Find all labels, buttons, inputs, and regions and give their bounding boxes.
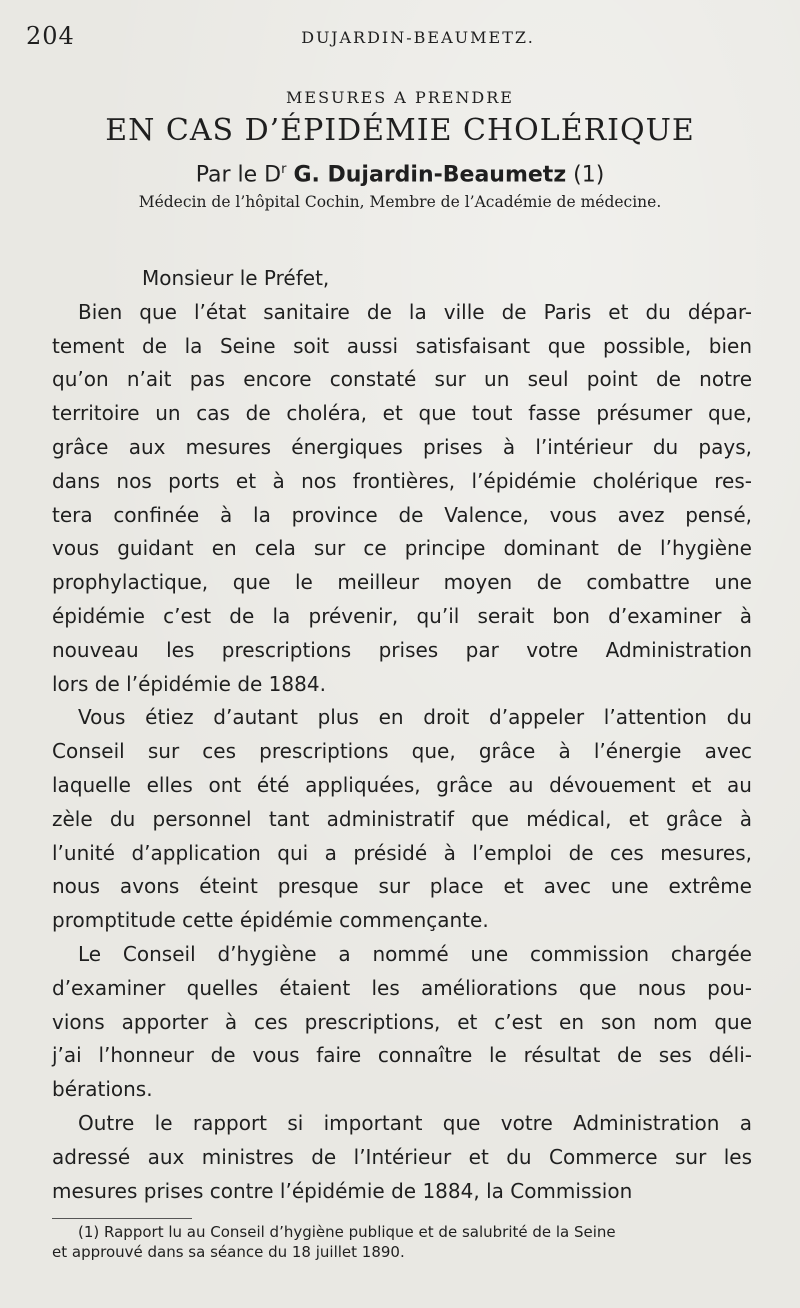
byline <box>40 162 760 187</box>
text-line: Conseil sur ces prescriptions que, grâce à l’énergie avec <box>52 739 752 764</box>
text-line: Le Conseil d’hygiène a nommé une commission chargée <box>78 941 752 966</box>
text-line: nous avons éteint presque sur place et avec une extrême <box>52 874 752 899</box>
text-line: vions apporter à ces prescriptions, et c’est en son nom que <box>52 1009 752 1034</box>
paragraphs <box>52 296 752 1209</box>
text-line: promptitude cette épidémie commençante. <box>52 908 489 933</box>
page-number: 204 <box>26 22 75 50</box>
salutation: Monsieur le Préfet, <box>142 266 330 290</box>
byline-prefix: Par le D <box>195 162 282 188</box>
article-title-block <box>40 88 760 211</box>
running-head <box>26 22 770 50</box>
paragraph <box>52 938 752 1107</box>
footnote <box>52 1222 752 1262</box>
author-name: G. Dujardin-Beaumetz <box>293 162 567 188</box>
text-line: laquelle elles ont été appliquées, grâce au dévouement et au <box>52 772 752 797</box>
text-line: dans nos ports et à nos frontières, l’épidémie cholérique res- <box>52 468 752 493</box>
body-text <box>52 262 752 1208</box>
text-line: tement de la Seine soit aussi satisfaisant que possible, bien <box>52 333 752 358</box>
text-line: Bien que l’état sanitaire de la ville de Paris et du dépar- <box>78 299 752 324</box>
text-line: adressé aux ministres de l’Intérieur et du Commerce sur les <box>52 1144 752 1169</box>
footnote-line: (1) Rapport lu au Conseil d’hygiène publique et de salubrité de la Seine <box>78 1223 616 1241</box>
running-title: DUJARDIN-BEAUMETZ. <box>301 28 535 47</box>
text-line: territoire un cas de choléra, et que tout fasse présumer que, <box>52 401 752 426</box>
text-line: lors de l’épidémie de 1884. <box>52 671 326 696</box>
byline-superscript: r <box>281 162 287 177</box>
text-line: zèle du personnel tant administratif que médical, et grâce à <box>52 806 752 831</box>
text-line: grâce aux mesures énergiques prises à l’intérieur du pays, <box>52 434 752 459</box>
text-line: mesures prises contre l’épidémie de 1884, la Commission <box>52 1178 633 1203</box>
text-line: Vous étiez d’autant plus en droit d’appeler l’attention du <box>78 705 752 730</box>
paragraph <box>52 296 752 702</box>
text-line: l’unité d’application qui a présidé à l’emploi de ces mesures, <box>52 840 752 865</box>
text-line: bérations. <box>52 1077 153 1102</box>
footnote-ref: (1) <box>573 162 605 188</box>
text-line: j’ai l’honneur de vous faire connaître le résultat de ses déli- <box>52 1043 752 1068</box>
text-line: épidémie c’est de la prévenir, qu’il serait bon d’examiner à <box>52 603 752 628</box>
paragraph <box>52 701 752 938</box>
text-line: nouveau les prescriptions prises par votre Administration <box>52 637 752 662</box>
article-title: EN CAS D’ÉPIDÉMIE CHOLÉRIQUE <box>105 113 695 148</box>
paragraph <box>52 1107 752 1208</box>
text-line: Outre le rapport si important que votre Administration a <box>78 1110 752 1135</box>
text-line: vous guidant en cela sur ce principe dominant de l’hygiène <box>52 536 752 561</box>
text-line: qu’on n’ait pas encore constaté sur un seul point de notre <box>52 367 752 392</box>
text-line: tera confinée à la province de Valence, vous avez pensé, <box>52 502 752 527</box>
text-line: prophylactique, que le meilleur moyen de combattre une <box>52 570 752 595</box>
text-line: d’examiner quelles étaient les améliorations que nous pou- <box>52 975 752 1000</box>
author-affiliation: Médecin de l’hôpital Cochin, Membre de l’Académie de médecine. <box>138 193 662 212</box>
footnote-line: et approuvé dans sa séance du 18 juillet 1890. <box>52 1243 405 1261</box>
article-kicker: MESURES A PRENDRE <box>286 88 514 107</box>
footnote-rule <box>52 1218 192 1219</box>
